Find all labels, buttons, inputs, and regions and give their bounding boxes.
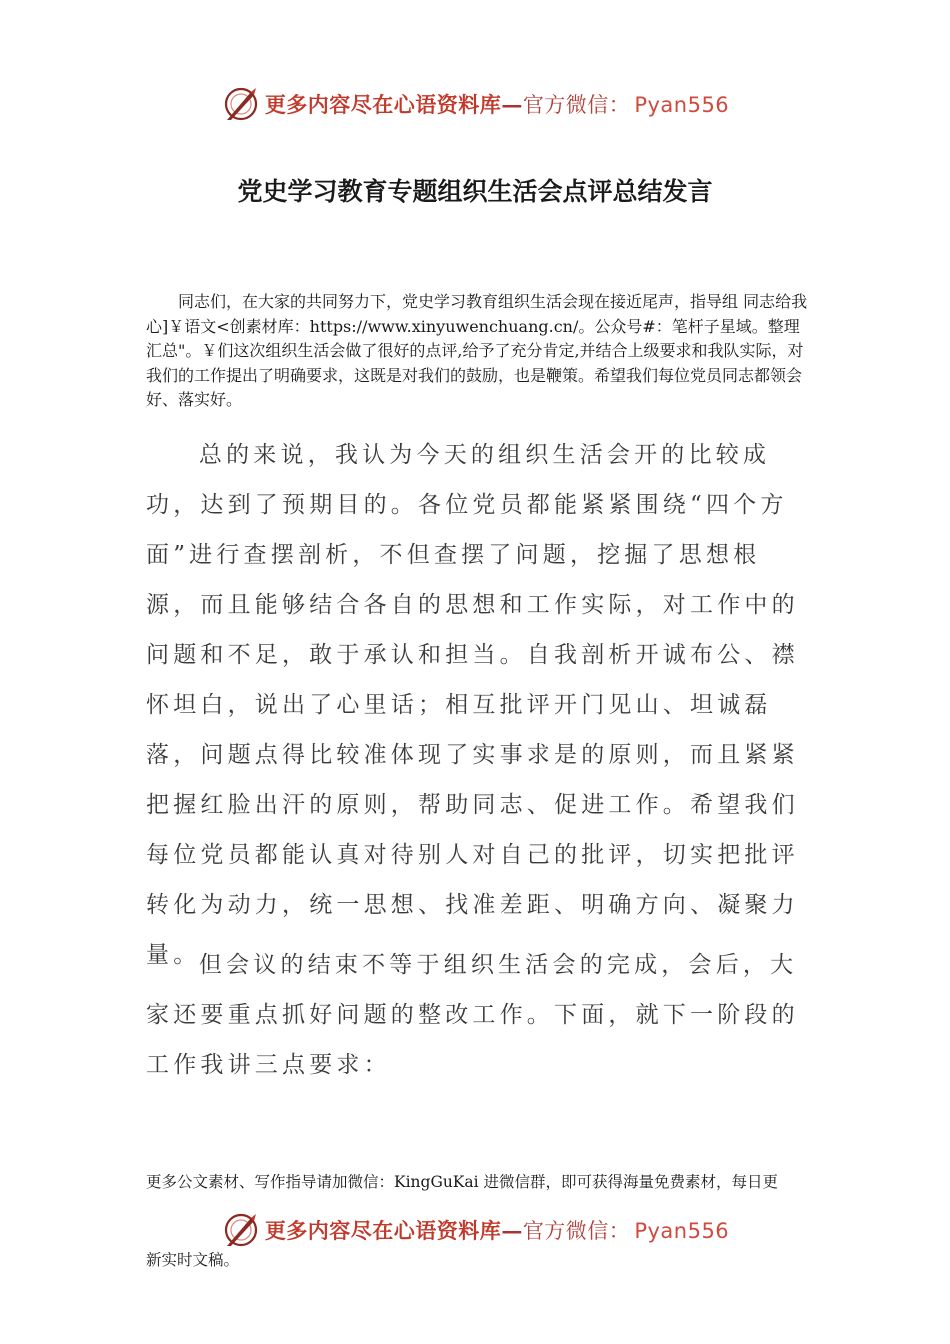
body-paragraph-1: 总的来说，我认为今天的组织生活会开的比较成功，达到了预期目的。各位党员都能紧紧围绕“四个方面”进行查摆剖析，不但查摆了问题，挖掘了思想根源，而且能够结合各自的思想和工作实际，对工作中的问题和不足，敢于承认和担当。自我剖析开诚布公、襟怀坦白，说出了心里话；相互批评开门见山、坦诚磊落，问题点得比较准体现了实事求是的原则，而且紧紧把握红脸出汗的原则，帮助同志、促进工作。希望我们每位党员都能认真对待别人对自己的批评，切实把批评转化为动力，统一思想、找准差距、明确方向、凝聚力量。 bbox=[146, 442, 799, 968]
banner-wechat-id: Pyan556 bbox=[634, 1219, 730, 1243]
banner-brand: 更多内容尽在心语资料库 bbox=[264, 92, 502, 117]
footer-line-2: 新实时文稿。 bbox=[146, 1251, 240, 1269]
banner-brand: 更多内容尽在心语资料库 bbox=[264, 1218, 502, 1243]
banner-dash: — bbox=[501, 1218, 523, 1243]
banner-text bbox=[265, 89, 729, 119]
quill-logo-icon bbox=[221, 84, 261, 124]
quill-logo-icon bbox=[221, 1210, 261, 1250]
banner-text bbox=[265, 1215, 729, 1245]
header-banner bbox=[0, 80, 950, 128]
banner-dash: — bbox=[501, 92, 523, 117]
banner-wechat-label: 官方微信： bbox=[522, 1219, 631, 1243]
banner-wechat-label: 官方微信： bbox=[522, 93, 631, 117]
footer-line-1: 更多公文素材、写作指导请加微信：KingGuKai 进微信群，即可获得海量免费素材，每日更 bbox=[146, 1173, 779, 1191]
banner-wechat-id: Pyan556 bbox=[634, 93, 730, 117]
document-title: 党史学习教育专题组织生活会点评总结发言 bbox=[237, 177, 713, 206]
footer-banner bbox=[0, 1206, 950, 1254]
intro-paragraph: 同志们，在大家的共同努力下，党史学习教育组织生活会现在接近尾声，指导组 同志给我心]￥语文<创素材库：https://www.xinyuwenchuang.cn/。公众号#：笔杆子星域。整理汇总"。￥们这次组织生活会做了很好的点评,给予了充分肯定,并结合上级要求和我队实际，对我们的工作提出了明确要求，这既是对我们的鼓励，也是鞭策。希望我们每位党员同志都领会好、落实好。 bbox=[146, 292, 808, 409]
body-paragraph-2: 但会议的结束不等于组织生活会的完成，会后，大家还要重点抓好问题的整改工作。下面，就下一阶段的工作我讲三点要求： bbox=[146, 952, 799, 1078]
